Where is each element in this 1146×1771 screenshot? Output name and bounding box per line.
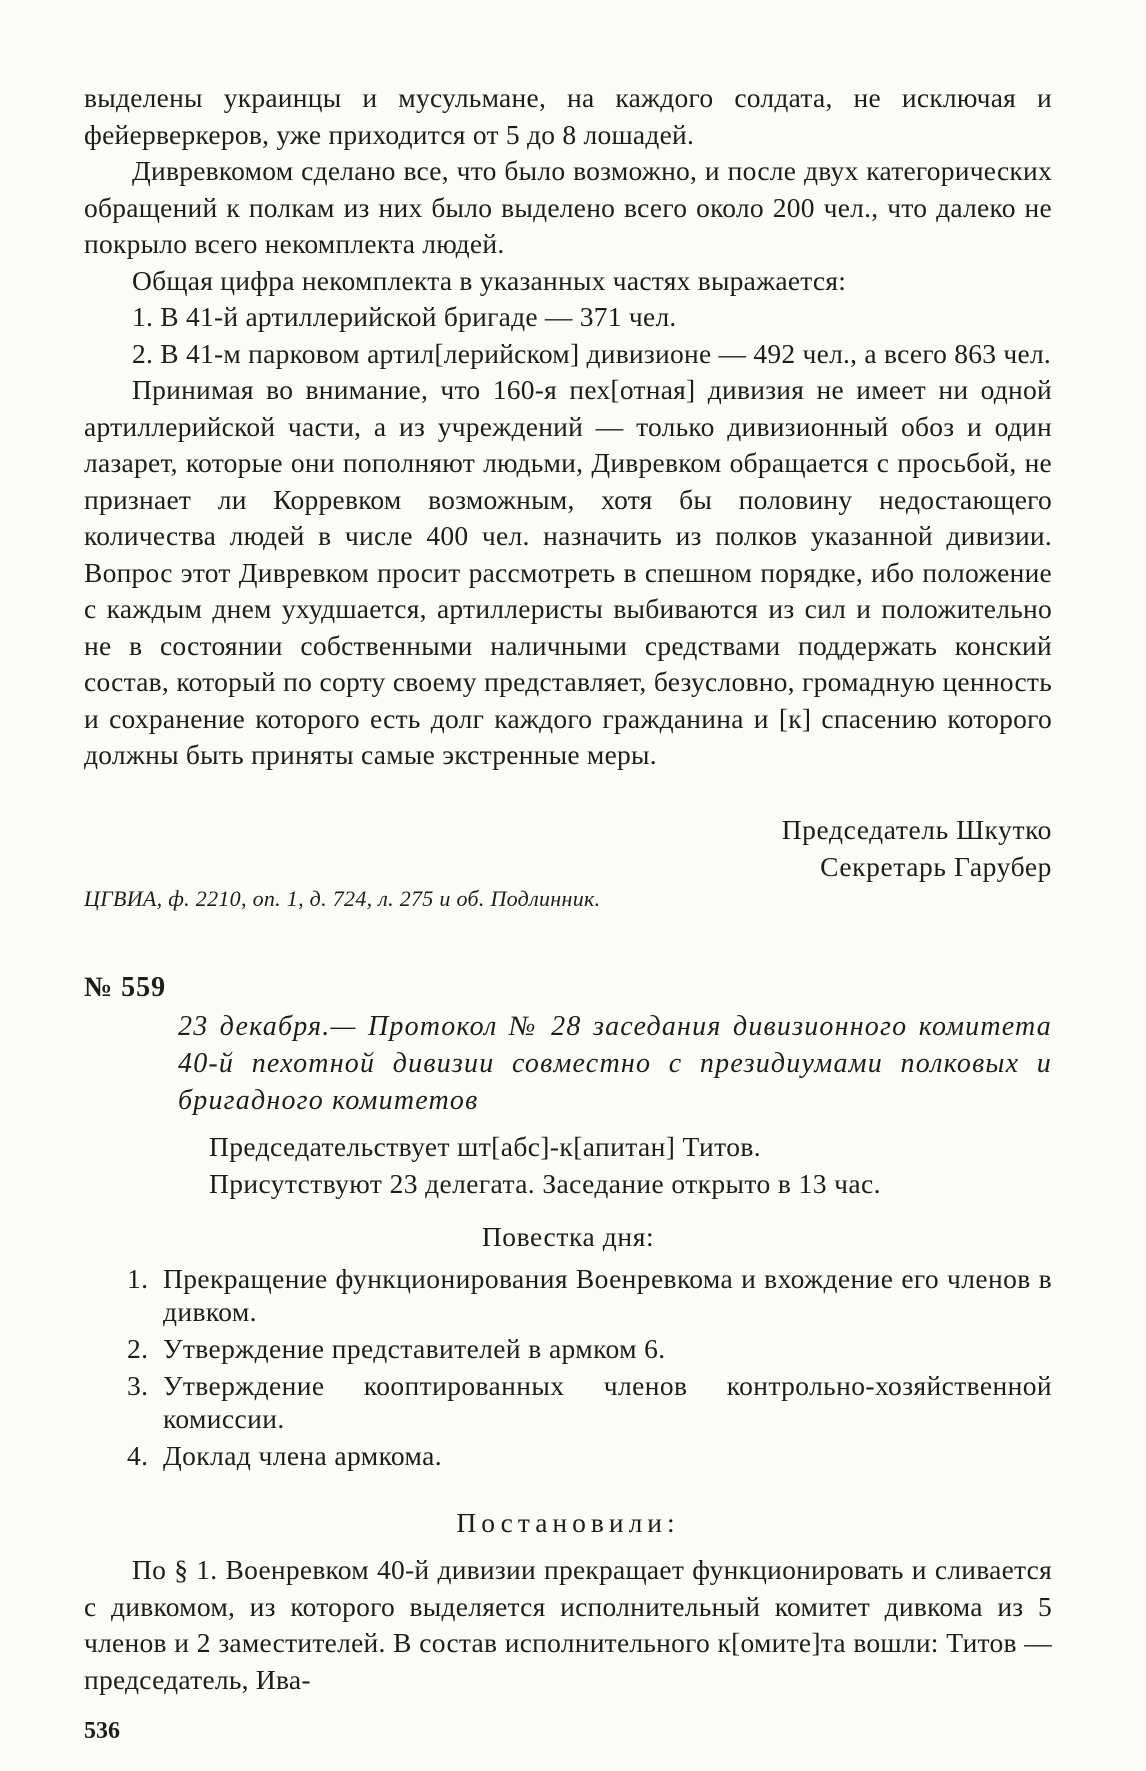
- shortage-item: 2. В 41-м парковом артил[лерийском] дивизионе — 492 чел., а всего 863 чел.: [132, 337, 1052, 369]
- agenda-heading: Повестка дня:: [481, 1221, 655, 1252]
- agenda-item-number: 2.: [127, 1333, 149, 1364]
- agenda-section: [84, 1262, 1052, 1476]
- agenda-item-text: Прекращение функционирования Военревкома и вхождение его членов в дивком.: [163, 1263, 1052, 1327]
- shortage-item: 1. В 41-й артиллерийской бригаде — 371 чел.: [132, 301, 677, 332]
- document-number: № 559: [84, 972, 167, 1003]
- intro-paragraph: выделены украинцы и мусульмане, на каждого солдата, не исключая и фейерверкеров, уже приходится от 5 до 8 лошадей.: [84, 82, 1052, 150]
- resolution-paragraph: По § 1. Военревком 40-й дивизии прекращает функционировать и сливается с дивкомом, из которого выделяется исполнительный комитет дивкома из 5 членов и 2 заместителей. В состав исполнительного к[омите]та вошли: Титов — председатель, Ива-: [84, 1554, 1052, 1695]
- presiding-line: Председательствует шт[абс]-к[апитан] Титов.: [209, 1131, 762, 1162]
- agenda-item: [127, 1262, 1052, 1328]
- signature-block: [84, 812, 1052, 885]
- resolved-heading-block: [84, 1504, 1052, 1541]
- secretary-signature: Секретарь Гарубер: [820, 850, 1052, 882]
- agenda-item-text: Утверждение представителей в армком 6.: [163, 1333, 666, 1364]
- agenda-item-number: 4.: [127, 1440, 149, 1471]
- intro-paragraph: Принимая во внимание, что 160-я пех[отная] дивизия не имеет ни одной артиллерийской части, а из учреждений — только дивизионный обоз и один лазарет, которые они пополняют людьми, Дивревком обращается с просьбой, не признает ли Корревком возможным, хотя бы половину недостающего количества людей в числе 400 чел. назначить из полков указанной дивизии. Вопрос этот Дивревком просит рассмотреть в спешном порядке, ибо положение с каждым днем ухудшается, артиллеристы выбиваются из сил и положительно не в состоянии собственными наличными средствами поддержать конский состав, который по сорту своему представляет, безусловно, громадную ценность и сохранение которого есть долг каждого гражданина и [к] спасению которого должны быть приняты самые экстренные меры.: [84, 374, 1052, 770]
- intro-paragraph: Общая цифра некомплекта в указанных частях выражается:: [132, 264, 847, 296]
- agenda-item: [127, 1332, 1052, 1365]
- resolution-section: [84, 1552, 1052, 1698]
- document-header: [84, 972, 1052, 1004]
- archive-source: [84, 884, 1052, 914]
- agenda-list: [84, 1262, 1052, 1472]
- source-reference: ЦГВИА, ф. 2210, оп. 1, д. 724, л. 275 и об. Подлинник.: [84, 886, 601, 911]
- meeting-info: [84, 1128, 1052, 1202]
- chairman-signature: Председатель Шкутко: [781, 814, 1052, 845]
- document-title: 23 декабря.— Протокол № 28 заседания дивизионного комитета 40-й пехотной дивизии совместно с президиумами полковых и бригадного комитетов: [178, 1011, 1052, 1116]
- agenda-item: [127, 1369, 1052, 1435]
- intro-section: [84, 80, 1052, 774]
- agenda-item: [127, 1439, 1052, 1472]
- page-number: 536: [84, 1718, 120, 1744]
- intro-paragraph: Дивревкомом сделано все, что было возможно, и после двух категорических обращений к полкам из них было выделено всего около 200 чел., что далеко не покрыло всего некомплекта людей.: [84, 155, 1052, 259]
- agenda-item-text: Утверждение кооптированных членов контрольно-хозяйственной комиссии.: [163, 1370, 1052, 1434]
- attendance-line: Присутствуют 23 делегата. Заседание открыто в 13 час.: [209, 1168, 881, 1199]
- agenda-item-number: 3.: [127, 1370, 149, 1401]
- agenda-item-number: 1.: [127, 1263, 149, 1294]
- resolved-heading: Постановили:: [456, 1507, 680, 1538]
- document-title-block: [84, 1008, 1052, 1119]
- agenda-item-text: Доклад члена армкома.: [163, 1440, 443, 1471]
- agenda-heading-block: [84, 1218, 1052, 1255]
